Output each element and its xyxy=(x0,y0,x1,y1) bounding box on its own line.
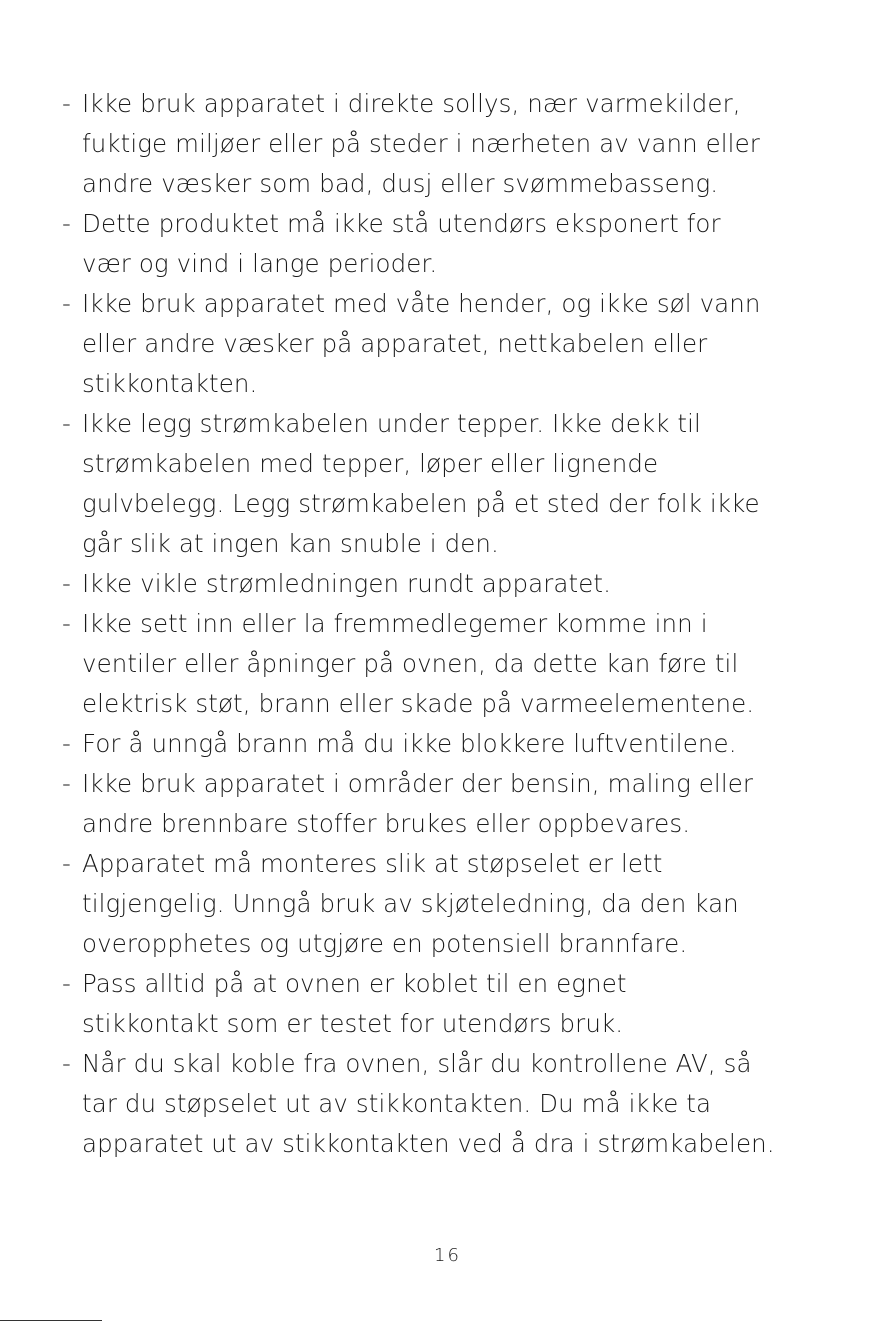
footnote-divider xyxy=(0,1320,102,1321)
list-item xyxy=(62,764,852,844)
bullet-dash: - xyxy=(62,769,71,798)
list-item-text: Ikke bruk apparatet i områder der bensin, maling eller andre brennbare stoffer brukes eller oppbevares. xyxy=(82,769,754,838)
bullet-dash: - xyxy=(62,89,71,118)
bullet-dash: - xyxy=(62,289,71,318)
list-item-text: Apparatet må monteres slik at støpselet er lett tilgjengelig. Unngå bruk av skjøteledning, da den kan overopphetes og utgjøre en potensiell brannfare. xyxy=(82,849,739,958)
list-item xyxy=(62,604,852,724)
bullet-dash: - xyxy=(62,409,71,438)
bullet-dash: - xyxy=(62,609,71,638)
list-item-text: Ikke legg strømkabelen under tepper. Ikke dekk til strømkabelen med tepper, løper eller lignende gulvbelegg. Legg strømkabelen på et sted der folk ikke går slik at ingen kan snuble i den. xyxy=(82,409,760,558)
bullet-dash: - xyxy=(62,969,71,998)
list-item-text: Ikke sett inn eller la fremmedlegemer komme inn i ventiler eller åpninger på ovnen, da dette kan føre til elektrisk støt, brann eller skade på varmeelementene. xyxy=(82,609,755,718)
list-item xyxy=(62,84,852,204)
list-item xyxy=(62,1044,852,1164)
bullet-dash: - xyxy=(62,209,71,238)
list-item xyxy=(62,204,852,284)
list-item xyxy=(62,964,852,1044)
list-item xyxy=(62,844,852,964)
list-item-text: For å unngå brann må du ikke blokkere luftventilene. xyxy=(82,729,737,758)
list-item-text: Ikke bruk apparatet i direkte sollys, nær varmekilder, fuktige miljøer eller på steder i nærheten av vann eller andre væsker som bad, dusj eller svømmebasseng. xyxy=(82,89,760,198)
list-item xyxy=(62,564,852,604)
list-item-text: Når du skal koble fra ovnen, slår du kontrollene AV, så tar du støpselet ut av stikkontakten. Du må ikke ta apparatet ut av stikkontakten ved å dra i strømkabelen. xyxy=(82,1049,775,1158)
bullet-dash: - xyxy=(62,1049,71,1078)
list-item-text: Ikke bruk apparatet med våte hender, og ikke søl vann eller andre væsker på apparatet, nettkabelen eller stikkontakten. xyxy=(82,289,761,398)
bullet-dash: - xyxy=(62,729,71,758)
list-item-text: Ikke vikle strømledningen rundt apparatet. xyxy=(82,569,611,598)
list-item-text: Pass alltid på at ovnen er koblet til en egnet stikkontakt som er testet for utendørs bruk. xyxy=(82,969,627,1038)
bullet-dash: - xyxy=(62,569,71,598)
page-number: 16 xyxy=(434,1245,461,1266)
list-item xyxy=(62,724,852,764)
list-item xyxy=(62,404,852,564)
bullet-dash: - xyxy=(62,849,71,878)
list-item xyxy=(62,284,852,404)
list-item-text: Dette produktet må ikke stå utendørs eksponert for vær og vind i lange perioder. xyxy=(82,209,721,278)
safety-instructions-list xyxy=(62,84,852,1164)
